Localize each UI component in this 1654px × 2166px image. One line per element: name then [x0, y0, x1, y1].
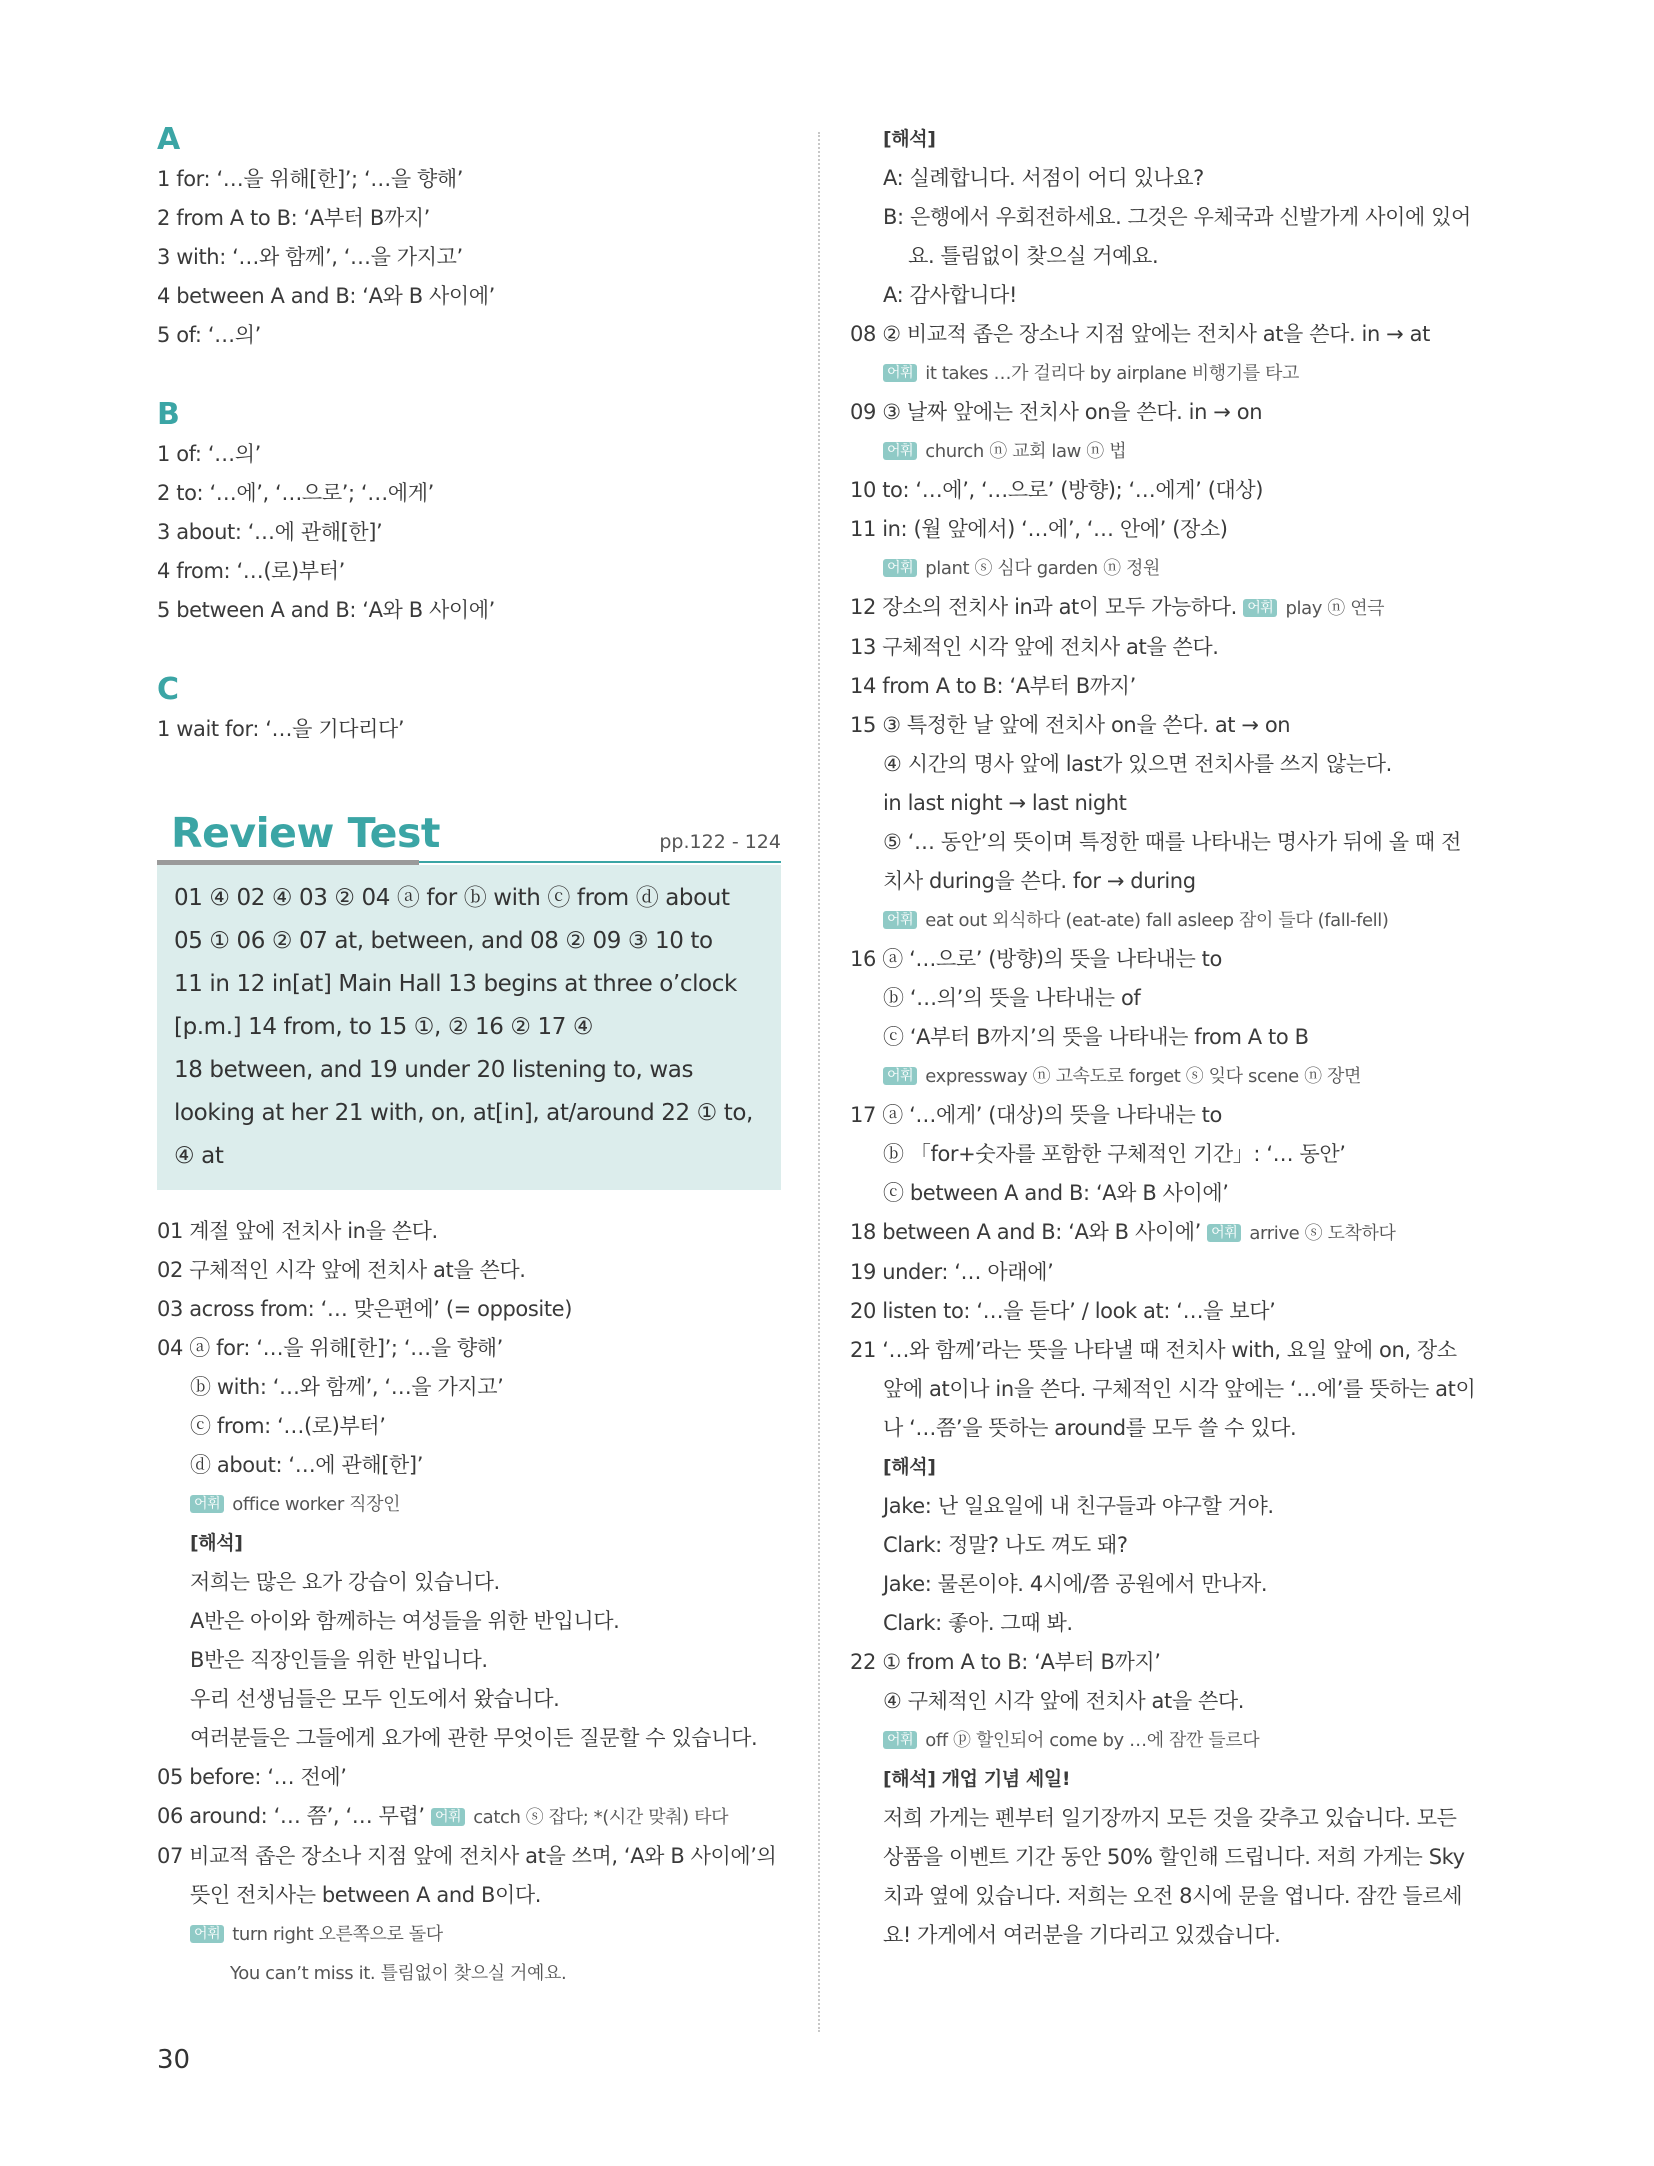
list-item: 4 between A and B: ‘A와 B 사이에’ — [157, 284, 495, 308]
translation-heading: [해석] 개업 기념 세일! — [883, 1768, 1071, 1790]
explanation-15-e: 치사 during을 쓴다. for → during — [883, 869, 1196, 893]
vocab-text: plant ⓢ 심다 garden ⓝ 정원 — [925, 558, 1160, 579]
list-item: 3 with: ‘…와 함께’, ‘…을 가지고’ — [157, 245, 463, 269]
vocab-badge: 어휘 — [883, 1731, 917, 1749]
translation-line: 우리 선생님들은 모두 인도에서 왔습니다. — [190, 1687, 560, 1711]
dialogue-line: Clark: 좋아. 그때 봐. — [883, 1611, 1073, 1635]
review-test-header — [157, 807, 781, 865]
explanation-17: 17 ⓐ ‘…에게’ (대상)의 뜻을 나타내는 to — [850, 1103, 1222, 1127]
explanation-22-b: ④ 구체적인 시각 앞에 전치사 at을 쓴다. — [883, 1689, 1245, 1713]
list-item: 3 about: ‘…에 관해[한]’ — [157, 520, 383, 544]
vocab-text: play ⓝ 연극 — [1285, 598, 1385, 619]
list-item: 2 from A to B: ‘A부터 B까지’ — [157, 206, 430, 230]
vocab-badge: 어휘 — [883, 1067, 917, 1085]
vocab-text: expressway ⓝ 고속도로 forget ⓢ 잊다 scene ⓝ 장면 — [925, 1066, 1362, 1087]
vocab-text: office worker 직장인 — [232, 1494, 401, 1515]
vocab-badge: 어휘 — [883, 442, 917, 460]
explanation-02: 02 구체적인 시각 앞에 전치사 at을 쓴다. — [157, 1258, 526, 1282]
explanation-16-c: ⓒ ‘A부터 B까지’의 뜻을 나타내는 from A to B — [883, 1025, 1309, 1049]
vocab-badge: 어휘 — [883, 364, 917, 382]
vocab-line: You can’t miss it. 틀림없이 찾으실 거예요. — [230, 1963, 567, 1984]
section-c-heading: C — [157, 672, 180, 707]
explanation-11: 11 in: (월 앞에서) ‘…에’, ‘… 안에’ (장소) — [850, 517, 1228, 541]
vocab-line — [850, 354, 1490, 393]
explanation-12 — [850, 588, 1490, 628]
dialogue-line: A: 실례합니다. 서점이 어디 있나요? — [883, 166, 1204, 190]
vocab-line — [157, 1915, 787, 1954]
vocab-line — [850, 1721, 1490, 1760]
explanation-18-text: 18 between A and B: ‘A와 B 사이에’ — [850, 1220, 1201, 1244]
dialogue-line: Clark: 정말? 나도 껴도 돼? — [883, 1533, 1128, 1557]
translation-line: 상품을 이벤트 기간 동안 50% 할인해 드립니다. 저희 가게는 Sky — [883, 1845, 1465, 1869]
explanation-06-text: 06 around: ‘… 쯤’, ‘… 무렵’ — [157, 1804, 425, 1828]
explanation-22: 22 ① from A to B: ‘A부터 B까지’ — [850, 1650, 1161, 1674]
explanation-09: 09 ③ 날짜 앞에는 전치사 on을 쓴다. in → on — [850, 400, 1263, 424]
page-number: 30 — [157, 2045, 191, 2075]
list-item: 4 from: ‘…(로)부터’ — [157, 559, 345, 583]
explanation-15: 15 ③ 특정한 날 앞에 전치사 on을 쓴다. at → on — [850, 713, 1291, 737]
vocab-badge: 어휘 — [1207, 1224, 1241, 1242]
translation-line: 요! 가게에서 여러분을 기다리고 있겠습니다. — [883, 1923, 1281, 1947]
answer-key-box — [157, 865, 781, 1190]
column-divider — [818, 132, 820, 2032]
explanation-19: 19 under: ‘… 아래에’ — [850, 1260, 1054, 1284]
vocab-line — [850, 901, 1490, 940]
vocab-text: it takes …가 걸리다 by airplane 비행기를 타고 — [925, 363, 1300, 384]
right-column — [850, 120, 1490, 1955]
translation-line: 저희 가게는 펜부터 일기장까지 모든 것을 갖추고 있습니다. 모든 — [883, 1806, 1457, 1830]
explanation-15-d: ⑤ ‘… 동안’의 뜻이며 특정한 때를 나타내는 명사가 뒤에 올 때 전 — [883, 830, 1461, 854]
explanation-15-c: in last night → last night — [883, 791, 1127, 815]
dialogue-line: A: 감사합니다! — [883, 283, 1017, 307]
explanation-20: 20 listen to: ‘…을 듣다’ / look at: ‘…을 보다’ — [850, 1299, 1276, 1323]
vocab-line — [850, 549, 1490, 588]
vocab-text: turn right 오른쪽으로 돌다 — [232, 1924, 443, 1945]
dialogue-line: Jake: 난 일요일에 내 친구들과 야구할 거야. — [883, 1494, 1274, 1518]
review-test-title: Review Test — [171, 809, 440, 857]
explanation-13: 13 구체적인 시각 앞에 전치사 at을 쓴다. — [850, 635, 1219, 659]
list-item: 1 for: ‘…을 위해[한]’; ‘…을 향해’ — [157, 167, 464, 191]
dialogue-line: Jake: 물론이야. 4시에/쯤 공원에서 만나자. — [883, 1572, 1268, 1596]
explanation-17-c: ⓒ between A and B: ‘A와 B 사이에’ — [883, 1181, 1229, 1205]
answer-line: looking at her 21 with, on, at[in], at/around 22 ① to, — [174, 1100, 753, 1126]
explanation-15-b: ④ 시간의 명사 앞에 last가 있으면 전치사를 쓰지 않는다. — [883, 752, 1392, 776]
list-item: 2 to: ‘…에’, ‘…으로’; ‘…에게’ — [157, 481, 434, 505]
dialogue-line: 요. 틀림없이 찾으실 거예요. — [883, 244, 1159, 268]
list-item: 1 wait for: ‘…을 기다리다’ — [157, 717, 405, 741]
answer-line: ④ at — [174, 1143, 224, 1169]
translation-heading: [해석] — [190, 1532, 243, 1554]
translation-heading: [해석] — [883, 128, 936, 150]
explanation-04-d: ⓓ about: ‘…에 관해[한]’ — [190, 1453, 423, 1477]
vocab-badge: 어휘 — [190, 1495, 224, 1513]
explanation-21-b: 앞에 at이나 in을 쓴다. 구체적인 시각 앞에는 ‘…에’를 뜻하는 at이 — [883, 1377, 1476, 1401]
answer-line: 11 in 12 in[at] Main Hall 13 begins at three o’clock — [174, 971, 737, 997]
answer-line: 18 between, and 19 under 20 listening to, was — [174, 1057, 694, 1083]
translation-heading: [해석] — [883, 1456, 936, 1478]
explanation-04: 04 ⓐ for: ‘…을 위해[한]’; ‘…을 향해’ — [157, 1336, 503, 1360]
explanation-07: 07 비교적 좁은 장소나 지점 앞에 전치사 at을 쓰며, ‘A와 B 사이에’의 — [157, 1844, 777, 1868]
translation-line: A반은 아이와 함께하는 여성들을 위한 반입니다. — [190, 1609, 620, 1633]
vocab-badge: 어휘 — [190, 1925, 224, 1943]
explanation-14: 14 from A to B: ‘A부터 B까지’ — [850, 674, 1136, 698]
vocab-text: arrive ⓢ 도착하다 — [1249, 1223, 1396, 1244]
list-item: 1 of: ‘…의’ — [157, 442, 261, 466]
left-column — [157, 120, 787, 1993]
header-underline-gray — [157, 860, 419, 865]
answer-line: 01 ④ 02 ④ 03 ② 04 ⓐ for ⓑ with ⓒ from ⓓ about — [174, 885, 730, 911]
explanation-10: 10 to: ‘…에’, ‘…으로’ (방향); ‘…에게’ (대상) — [850, 478, 1264, 502]
explanation-06 — [157, 1797, 787, 1837]
explanation-18 — [850, 1213, 1490, 1253]
list-item: 5 between A and B: ‘A와 B 사이에’ — [157, 598, 495, 622]
vocab-badge: 어휘 — [883, 911, 917, 929]
translation-line: 치과 옆에 있습니다. 저희는 오전 8시에 문을 엽니다. 잠깐 들르세 — [883, 1884, 1463, 1908]
header-underline-teal — [419, 861, 781, 863]
explanation-21: 21 ‘…와 함께’라는 뜻을 나타낼 때 전치사 with, 요일 앞에 on, 장소 — [850, 1338, 1457, 1362]
explanation-05: 05 before: ‘… 전에’ — [157, 1765, 347, 1789]
list-item: 5 of: ‘…의’ — [157, 323, 261, 347]
vocab-line — [157, 1485, 787, 1524]
explanation-04-c: ⓒ from: ‘…(로)부터’ — [190, 1414, 386, 1438]
explanation-07-cont: 뜻인 전치사는 between A and B이다. — [190, 1883, 542, 1907]
vocab-text: off ⓟ 할인되어 come by …에 잠깐 들르다 — [925, 1730, 1260, 1751]
translation-line: 저희는 많은 요가 강습이 있습니다. — [190, 1570, 500, 1594]
explanation-12-text: 12 장소의 전치사 in과 at이 모두 가능하다. — [850, 595, 1237, 619]
vocab-text: eat out 외식하다 (eat-ate) fall asleep 잠이 들다 (fall-fell) — [925, 910, 1389, 931]
explanation-21-c: 나 ‘…쯤’을 뜻하는 around를 모두 쓸 수 있다. — [883, 1416, 1297, 1440]
explanation-01: 01 계절 앞에 전치사 in을 쓴다. — [157, 1219, 438, 1243]
vocab-line — [850, 432, 1490, 471]
vocab-badge: 어휘 — [1243, 599, 1277, 617]
vocab-text: church ⓝ 교회 law ⓝ 법 — [925, 441, 1127, 462]
translation-line: 여러분들은 그들에게 요가에 관한 무엇이든 질문할 수 있습니다. — [190, 1726, 758, 1750]
vocab-text: catch ⓢ 잡다; *(시간 맞춰) 타다 — [473, 1807, 729, 1828]
explanation-16-b: ⓑ ‘…의’의 뜻을 나타내는 of — [883, 986, 1141, 1010]
vocab-badge: 어휘 — [883, 559, 917, 577]
answer-line: [p.m.] 14 from, to 15 ①, ② 16 ② 17 ④ — [174, 1014, 594, 1040]
explanation-08: 08 ② 비교적 좁은 장소나 지점 앞에는 전치사 at을 쓴다. in → at — [850, 322, 1430, 346]
translation-line: B반은 직장인들을 위한 반입니다. — [190, 1648, 488, 1672]
vocab-badge: 어휘 — [431, 1808, 465, 1826]
explanation-17-b: ⓑ 「for+숫자를 포함한 구체적인 기간」: ‘… 동안’ — [883, 1142, 1346, 1166]
vocab-line — [850, 1057, 1490, 1096]
dialogue-line: B: 은행에서 우회전하세요. 그것은 우체국과 신발가게 사이에 있어 — [883, 205, 1471, 229]
explanation-03: 03 across from: ‘… 맞은편에’ (= opposite) — [157, 1297, 572, 1321]
section-a-heading: A — [157, 122, 181, 157]
explanation-16: 16 ⓐ ‘…으로’ (방향)의 뜻을 나타내는 to — [850, 947, 1222, 971]
answer-line: 05 ① 06 ② 07 at, between, and 08 ② 09 ③ 10 to — [174, 928, 713, 954]
section-b-heading: B — [157, 397, 180, 432]
review-test-pages: pp.122 - 124 — [659, 831, 781, 853]
explanation-04-b: ⓑ with: ‘…와 함께’, ‘…을 가지고’ — [190, 1375, 504, 1399]
